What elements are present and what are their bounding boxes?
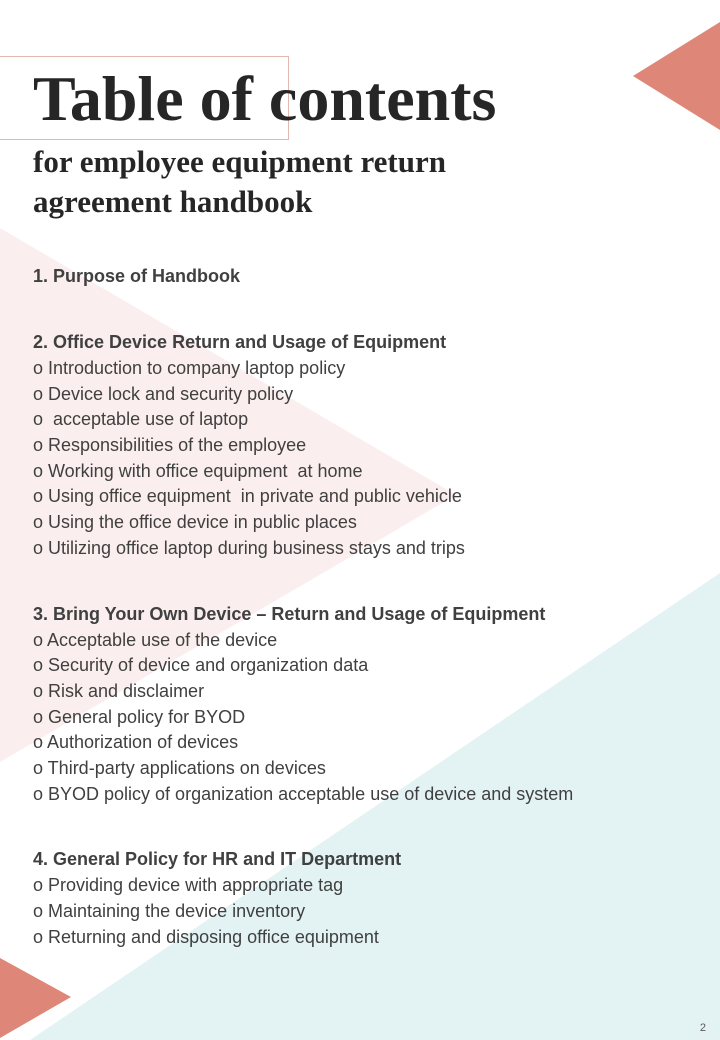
toc-item: o Risk and disclaimer — [33, 680, 205, 701]
toc-item: o Working with office equipment at home — [33, 460, 363, 481]
page-subtitle — [33, 142, 446, 222]
toc-item: o Device lock and security policy — [33, 383, 294, 404]
toc-item: o Utilizing office laptop during business stays and trips — [33, 537, 465, 558]
toc-item: o acceptable use of laptop — [33, 409, 249, 430]
toc-section-heading: 2. Office Device Return and Usage of Equipment — [33, 332, 447, 352]
toc-section-heading: 3. Bring Your Own Device – Return and Usage of Equipment — [33, 603, 546, 624]
subtitle-line: for employee equipment return — [33, 144, 446, 179]
toc-item: o Security of device and organization data — [33, 655, 369, 676]
toc-section — [33, 846, 713, 950]
toc-section-heading: 1. Purpose of Handbook — [33, 266, 241, 286]
toc-item: o Acceptable use of the device — [33, 629, 278, 650]
toc-item-list — [33, 873, 713, 950]
subtitle-line: agreement handbook — [33, 184, 313, 219]
table-of-contents — [33, 263, 713, 950]
toc-item: o Introduction to company laptop policy — [33, 358, 346, 378]
toc-item: o Responsibilities of the employee — [33, 435, 307, 456]
salmon-triangle-top-right — [633, 22, 720, 130]
page-number: 2 — [699, 1022, 706, 1034]
toc-item: o Using the office device in public places — [33, 512, 357, 533]
toc-item: o Third-party applications on devices — [33, 757, 326, 778]
toc-item-list — [33, 628, 713, 808]
toc-section-heading: 4. General Policy for HR and IT Department — [33, 849, 402, 870]
toc-item: o General policy for BYOD — [33, 706, 246, 727]
toc-item: o Providing device with appropriate tag — [33, 875, 344, 896]
toc-item: o Returning and disposing office equipment — [33, 926, 379, 947]
toc-item: o Using office equipment in private and public vehicle — [33, 486, 462, 507]
toc-section — [33, 601, 713, 808]
toc-item: o BYOD policy of organization acceptable use of device and system — [33, 783, 574, 804]
page-title: Table of contents — [33, 63, 497, 134]
toc-item: o Maintaining the device inventory — [33, 901, 306, 921]
toc-section — [33, 263, 713, 290]
toc-item: o Authorization of devices — [33, 732, 239, 753]
toc-item-list — [33, 356, 713, 562]
toc-section — [33, 329, 713, 562]
